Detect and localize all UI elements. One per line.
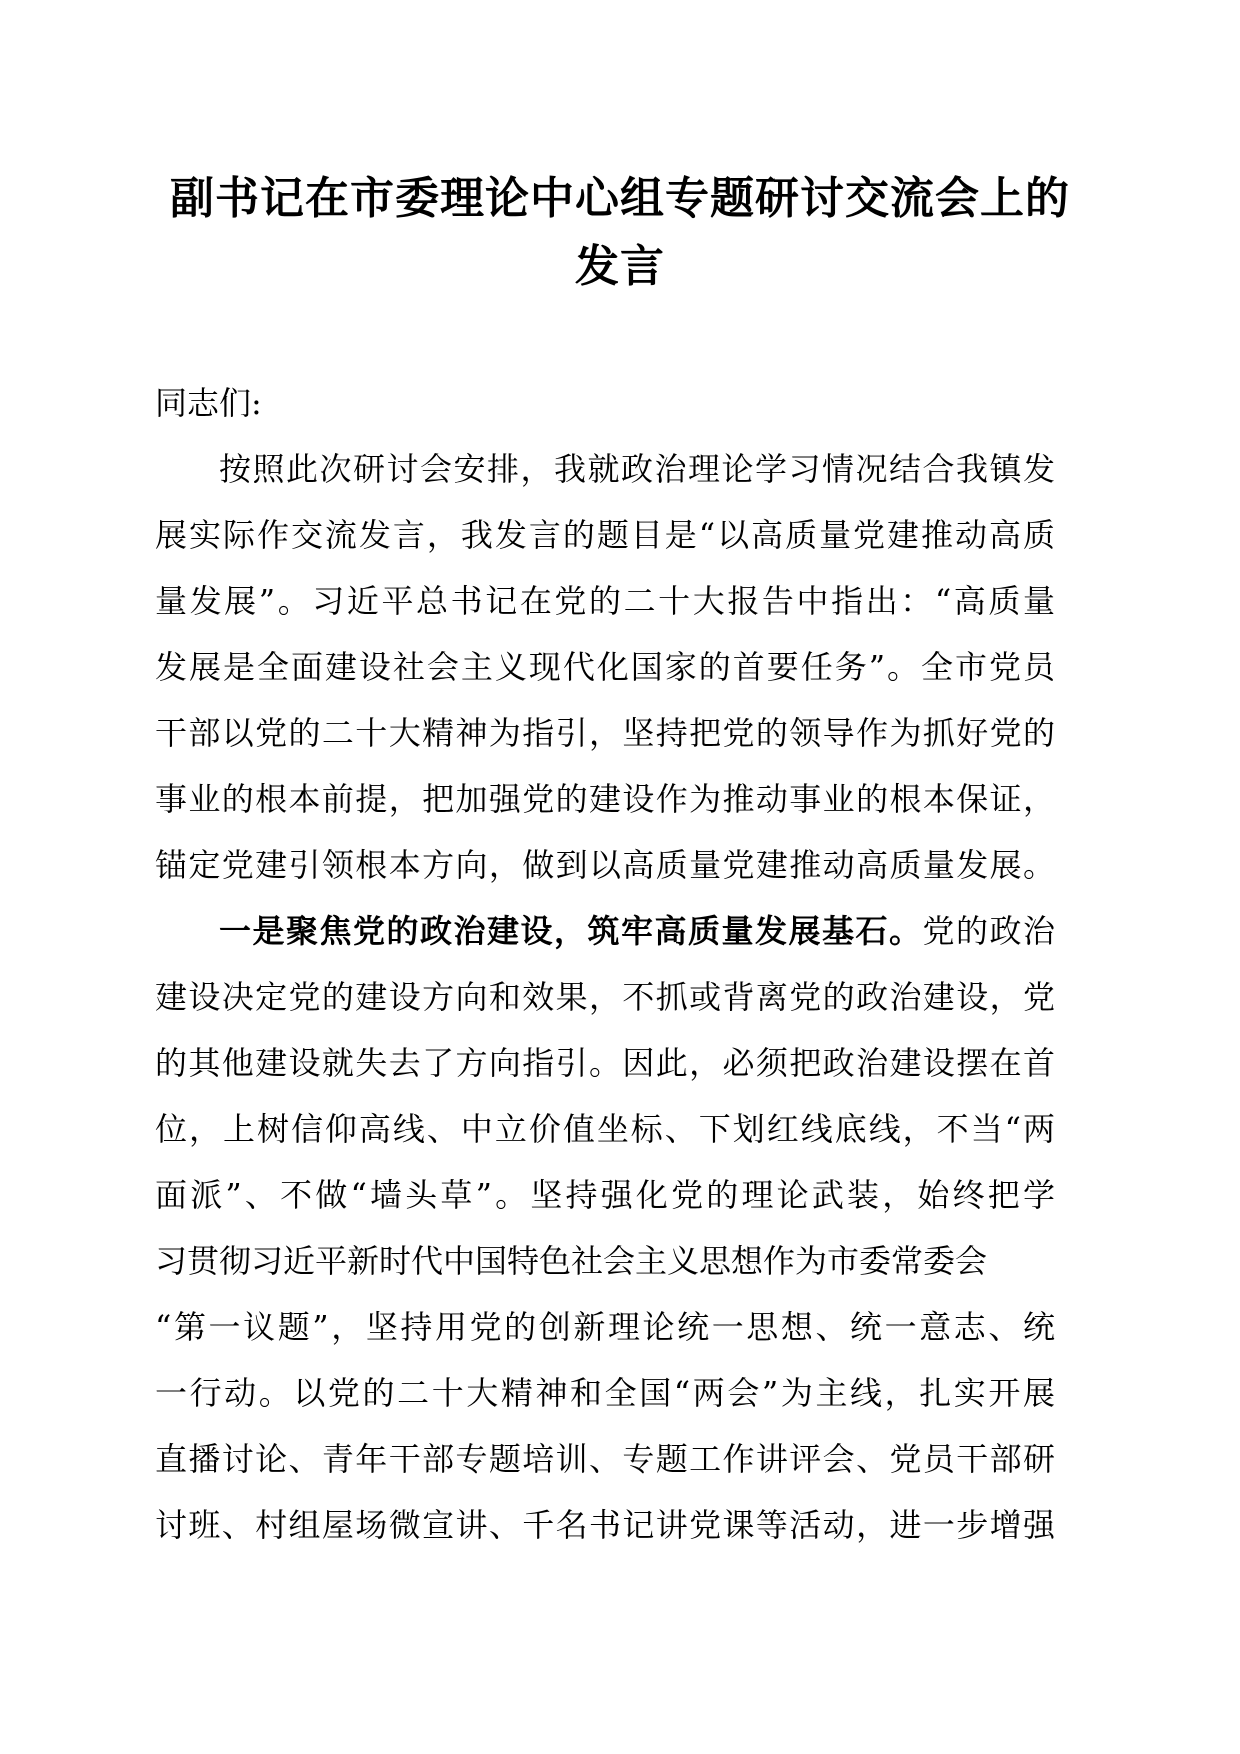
document-title	[140, 165, 1100, 301]
paragraph-2-line: 直播讨论、青年干部专题培训、专题工作讲评会、党员干部研	[155, 1440, 1055, 1478]
paragraph-2-line: 一行动。以党的二十大精神和全国“两会”为主线，扎实开展	[155, 1374, 1055, 1412]
document-body	[155, 370, 1055, 1558]
paragraph-2	[155, 898, 1055, 1558]
paragraph-1-line: 发展是全面建设社会主义现代化国家的首要任务”。全市党员	[155, 648, 1055, 686]
paragraph-1-line: 展实际作交流发言，我发言的题目是“以高质量党建推动高质	[155, 516, 1055, 554]
paragraph-2-first-line-rest: 党的政治	[922, 912, 1055, 950]
salutation: 同志们:	[155, 384, 262, 422]
paragraph-1-line: 干部以党的二十大精神为指引，坚持把党的领导作为抓好党的	[155, 714, 1055, 752]
paragraph-2-heading: 一是聚焦党的政治建设，筑牢高质量发展基石。	[219, 912, 923, 950]
paragraph-2-line: 的其他建设就失去了方向指引。因此，必须把政治建设摆在首	[155, 1044, 1055, 1082]
paragraph-2-line: 面派”、不做“墙头草”。坚持强化党的理论武装，始终把学	[155, 1176, 1055, 1214]
paragraph-2-line: 习贯彻习近平新时代中国特色社会主义思想作为市委常委会	[155, 1242, 988, 1280]
paragraph-1-line: 锚定党建引领根本方向，做到以高质量党建推动高质量发展。	[155, 846, 1055, 884]
paragraph-1-line: 量发展”。习近平总书记在党的二十大报告中指出：“高质量	[155, 582, 1055, 620]
title-line-1: 副书记在市委理论中心组专题研讨交流会上的	[170, 173, 1070, 224]
paragraph-2-line: 讨班、村组屋场微宣讲、千名书记讲党课等活动，进一步增强	[155, 1506, 1055, 1544]
paragraph-2-line: 位，上树信仰高线、中立价值坐标、下划红线底线，不当“两	[155, 1110, 1055, 1148]
paragraph-1-line: 按照此次研讨会安排，我就政治理论学习情况结合我镇发	[219, 450, 1055, 488]
paragraph-1-line: 事业的根本前提，把加强党的建设作为推动事业的根本保证，	[155, 780, 1055, 818]
paragraph-1	[155, 436, 1055, 898]
paragraph-2-line: “第一议题”，坚持用党的创新理论统一思想、统一意志、统	[155, 1308, 1055, 1346]
paragraph-2-line: 建设决定党的建设方向和效果，不抓或背离党的政治建设，党	[155, 978, 1055, 1016]
paragraph-2-first-line	[155, 898, 1055, 964]
title-line-2: 发言	[575, 241, 665, 292]
